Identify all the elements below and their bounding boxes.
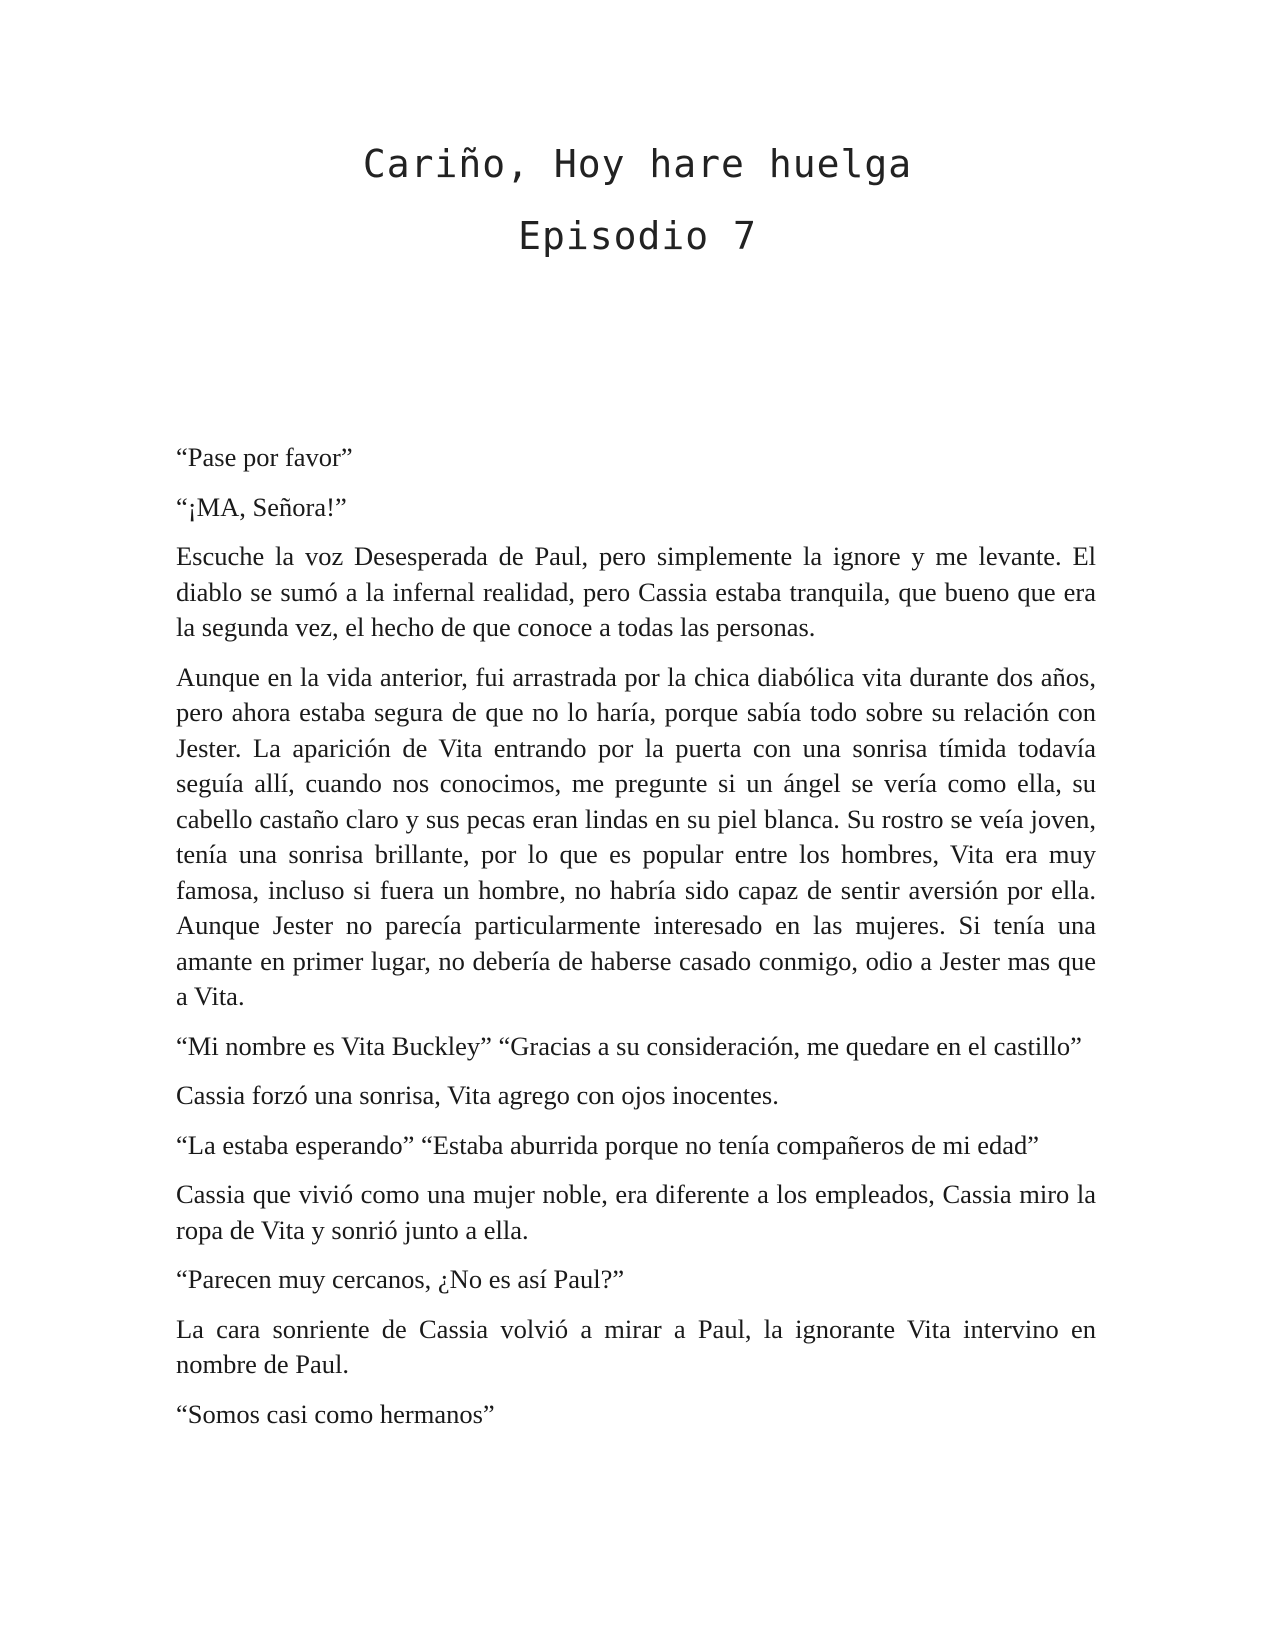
body-text (176, 440, 1096, 1446)
paragraph-9: “Parecen muy cercanos, ¿No es así Paul?” (176, 1264, 625, 1294)
paragraph-10: La cara sonriente de Cassia volvió a mirar a Paul, la ignorante Vita intervino en nombre de Paul. (176, 1313, 1096, 1379)
paragraph-1: “Pase por favor” (176, 442, 353, 472)
paragraph-5: “Mi nombre es Vita Buckley” “Gracias a su consideración, me quedare en el castillo” (176, 1030, 1082, 1061)
paragraph-2: “¡MA, Señora!” (176, 491, 347, 522)
paragraph-6: Cassia forzó una sonrisa, Vita agrego con ojos inocentes. (176, 1080, 779, 1110)
paragraph-4: Aunque en la vida anterior, fui arrastrada por la chica diabólica vita durante dos años, pero ahora estaba segura de que no lo haría, porque sabía todo sobre su relación con Jester. La aparición de Vita entrando por la puerta con una sonrisa tímida todavía seguía allí, cuando nos conocimos, me pregunte si un ángel se vería como ella, su cabello castaño claro y sus pecas eran lindas en su piel blanca. Su rostro se veía joven, tenía una sonrisa brillante, por lo que es popular entre los hombres, Vita era muy famosa, incluso si fuera un hombre, no habría sido capaz de sentir aversión por ella. Aunque Jester no parecía particularmente interesado en las mujeres. Si tenía una amante en primer lugar, no debería de haberse casado conmigo, odio a Jester mas que a Vita. (176, 661, 1096, 1011)
paragraph-7: “La estaba esperando” “Estaba aburrida porque no tenía compañeros de mi edad” (176, 1129, 1040, 1160)
episode-heading: Episodio 7 (518, 214, 757, 258)
document-title: Cariño, Hoy hare huelga (362, 142, 913, 186)
paragraph-11: “Somos casi como hermanos” (176, 1398, 495, 1429)
paragraph-8: Cassia que vivió como una mujer noble, era diferente a los empleados, Cassia miro la ropa de Vita y sonrió junto a ella. (176, 1179, 1096, 1245)
title-block (0, 140, 1275, 260)
paragraph-3: Escuche la voz Desesperada de Paul, pero simplemente la ignore y me levante. El diablo se sumó a la infernal realidad, pero Cassia estaba tranquila, que bueno que era la segunda vez, el hecho de que conoce a todas las personas. (176, 541, 1096, 642)
